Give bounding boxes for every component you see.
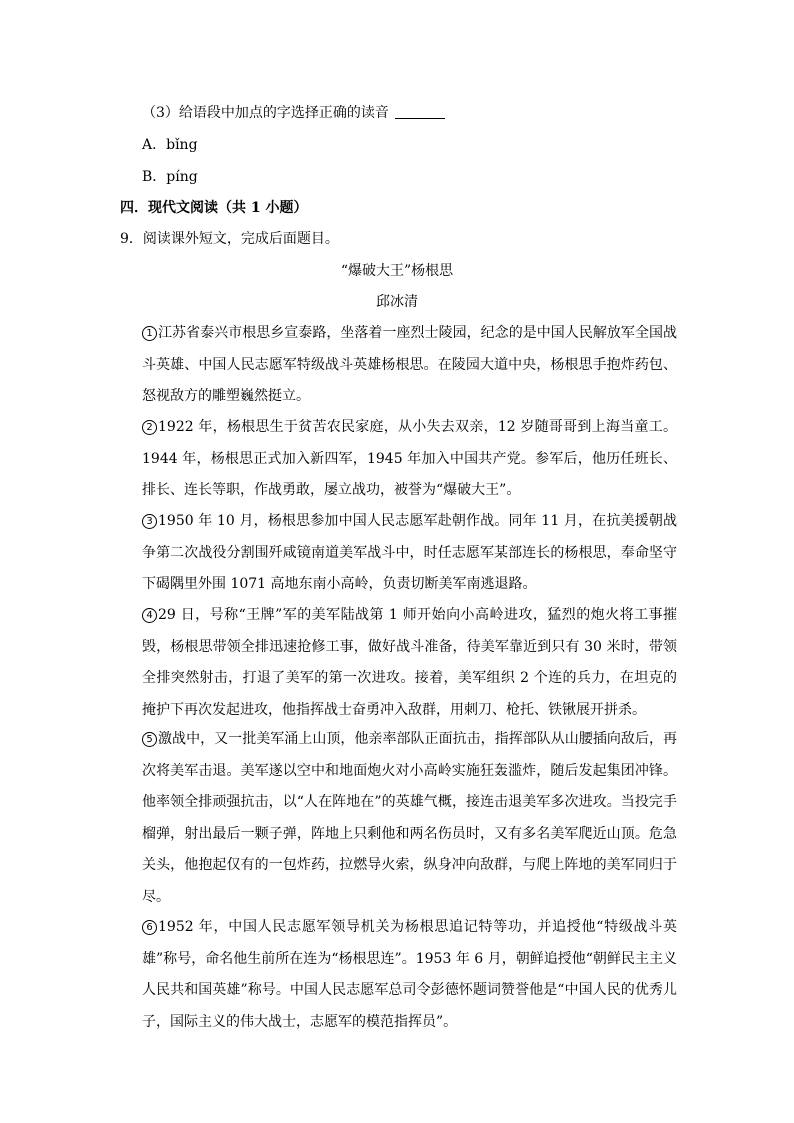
paragraph-number: 5	[142, 732, 157, 747]
option-b: B．píng	[142, 169, 198, 185]
paragraph-text: 1922 年，杨根思生于贫苦农民家庭，从小失去双亲，12 岁随哥哥到上海当童工。1944 年，杨根思正式加入新四军，1945 年加入中国共产党。参军后，他历任班长、排长、连长等职，作战勇敢，屡立战功，被誉为“爆破大王”。	[142, 419, 677, 499]
answer-blank[interactable]	[395, 104, 445, 119]
paragraph-text: 1950 年 10 月，杨根思参加中国人民志愿军赴朝作战。同年 11 月，在抗美援朝战争第二次战役分割围歼咸镜南道美军战斗中，时任志愿军某部连长的杨根思，奉命坚守下碣隅里外围 1071 高地东南小高岭，负责切断美军南逃退路。	[142, 513, 677, 593]
paragraph-number: 6	[142, 920, 157, 935]
paragraph-6	[142, 912, 677, 1038]
question-3	[142, 103, 445, 123]
paragraph-5	[142, 724, 677, 914]
paragraph-number: 3	[142, 514, 157, 529]
paragraph-number: 4	[142, 608, 157, 623]
paragraph-number: 1	[142, 326, 157, 341]
paragraph-2	[142, 412, 677, 507]
paragraph-3	[142, 506, 677, 601]
article-title: “爆破大王”杨根思	[340, 263, 454, 279]
section-heading: 四．现代文阅读（共 1 小题）	[120, 200, 308, 216]
paragraph-1	[142, 318, 677, 413]
paragraph-text: 激战中，又一批美军涌上山顶，他亲率部队正面抗击，指挥部队从山腰插向敌后，再次将美军击退。美军遂以空中和地面炮火对小高岭实施狂轰滥炸，随后发起集团冲锋。他率领全排顽强抗击，以“人在阵地在”的英雄气概，接连击退美军多次进攻。当投完手榴弹，射出最后一颗子弹，阵地上只剩他和两名伤员时，又有多名美军爬近山顶。危急关头，他抱起仅有的一包炸药，拉燃导火索，纵身冲向敌群，与爬上阵地的美军同归于尽。	[142, 731, 677, 905]
paragraph-text: 29 日，号称“王牌”军的美军陆战第 1 师开始向小高岭进攻，猛烈的炮火将工事摧毁，杨根思带领全排迅速抢修工事，做好战斗准备，待美军靠近到只有 30 米时，带领全排突然射击，打退了美军的第一次进攻。接着，美军组织 2 个连的兵力，在坦克的掩护下再次发起进攻，他指挥战士奋勇冲入敌群，用刺刀、枪托、铁锹展开拼杀。	[142, 607, 677, 718]
paragraph-number: 2	[142, 420, 157, 435]
question-3-text: （3）给语段中加点的字选择正确的读音	[142, 105, 389, 121]
paragraph-text: 江苏省泰兴市根思乡宣泰路，坐落着一座烈士陵园，纪念的是中国人民解放军全国战斗英雄、中国人民志愿军特级战斗英雄杨根思。在陵园大道中央，杨根思手抱炸药包、怒视敌方的雕塑巍然挺立。	[142, 325, 677, 405]
option-a: A．bǐng	[142, 137, 198, 153]
question-9: 9．阅读课外短文，完成后面题目。	[120, 231, 339, 247]
paragraph-text: 1952 年，中国人民志愿军领导机关为杨根思追记特等功，并追授他“特级战斗英雄”称号，命名他生前所在连为“杨根思连”。1953 年 6 月，朝鲜追授他“朝鲜民主主义人民共和国英雄”称号。中国人民志愿军总司令彭德怀题词赞誉他是“中国人民的优秀儿子，国际主义的伟大战士，志愿军的模范指挥员”。	[142, 919, 677, 1030]
article-author: 邱冰清	[376, 294, 418, 310]
paragraph-4	[142, 600, 677, 726]
